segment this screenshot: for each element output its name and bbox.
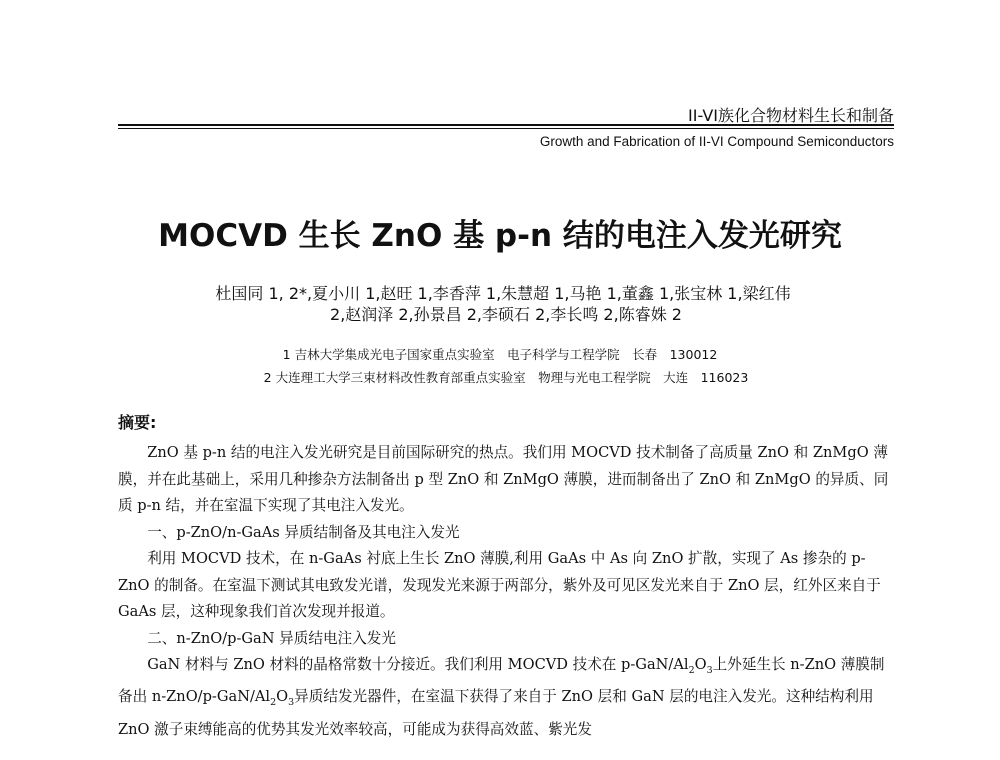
section-2-text-a: GaN 材料与 ZnO 材料的晶格常数十分接近。我们利用 MOCVD 技术在 p-GaN/Al: [147, 656, 689, 673]
subscript-2b: 2: [270, 697, 277, 709]
abstract-paragraph: ZnO 基 p-n 结的电注入发光研究是目前国际研究的热点。我们用 MOCVD 技术制备了高质量 ZnO 和 ZnMgO 薄膜，并在此基础上，采用几种掺杂方法制备出 p 型 ZnO 和 ZnMgO 薄膜，进而制备出了 ZnO 和 ZnMgO 的异质、同质 p-n 结，并在室温下实现了其电注入发光。: [118, 444, 889, 514]
subscript-3: 3: [706, 664, 713, 676]
header-rule-thin: [118, 128, 894, 129]
section-2-heading: 二、n-ZnO/p-GaN 异质结电注入发光: [147, 629, 396, 647]
section-2-text-b: O: [694, 656, 707, 673]
section-2-text-c: 上外延生长 n-ZnO 薄膜制备出 n-ZnO/p-GaN/Al: [118, 656, 885, 706]
section-subtitle: Growth and Fabrication of II-VI Compound Semiconductors: [539, 134, 894, 149]
paper-title: MOCVD 生长 ZnO 基 p-n 结的电注入发光研究: [158, 218, 842, 254]
section-2-text-e: 异质结发光器件，在室温下获得了来自于 ZnO 层和 GaN 层的电注入发光。这种结构利用 ZnO 激子束缚能高的优势其发光效率较高，可能成为获得高效蓝、紫光发: [118, 688, 874, 738]
section-1-heading: 一、p-ZnO/n-GaAs 异质结制备及其电注入发光: [147, 523, 460, 541]
section-2-text: [118, 652, 894, 743]
affiliation-1: 1 吉林大学集成光电子国家重点实验室 电子科学与工程学院 长春 130012: [282, 347, 718, 362]
subscript-2: 2: [688, 664, 695, 676]
header-rule: [118, 124, 894, 126]
section-2-text-d: O: [276, 688, 289, 706]
abstract-label: 摘要:: [118, 413, 157, 432]
abstract-body: [118, 440, 894, 743]
authors-line-2: 2,赵润泽 2,孙景昌 2,李硕石 2,李长鸣 2,陈睿姝 2: [330, 305, 682, 324]
subscript-3b: 3: [288, 697, 295, 709]
authors-line-1: 杜国同 1, 2*,夏小川 1,赵旺 1,李香萍 1,朱慧超 1,马艳 1,董鑫 1,张宝林 1,梁红伟: [215, 284, 791, 303]
affiliation-2: 2 大连理工大学三束材料改性教育部重点实验室 物理与光电工程学院 大连 116023: [263, 370, 749, 385]
section-title: II-VI族化合物材料生长和制备: [688, 106, 894, 125]
section-1-text: 利用 MOCVD 技术，在 n-GaAs 衬底上生长 ZnO 薄膜,利用 GaAs 中 As 向 ZnO 扩散，实现了 As 掺杂的 p-ZnO 的制备。在室温下测试其电致发光谱，发现发光来源于两部分，紫外及可见区发光来自于 ZnO 层，红外区来自于 GaAs 层，这种现象我们首次发现并报道。: [118, 550, 881, 620]
